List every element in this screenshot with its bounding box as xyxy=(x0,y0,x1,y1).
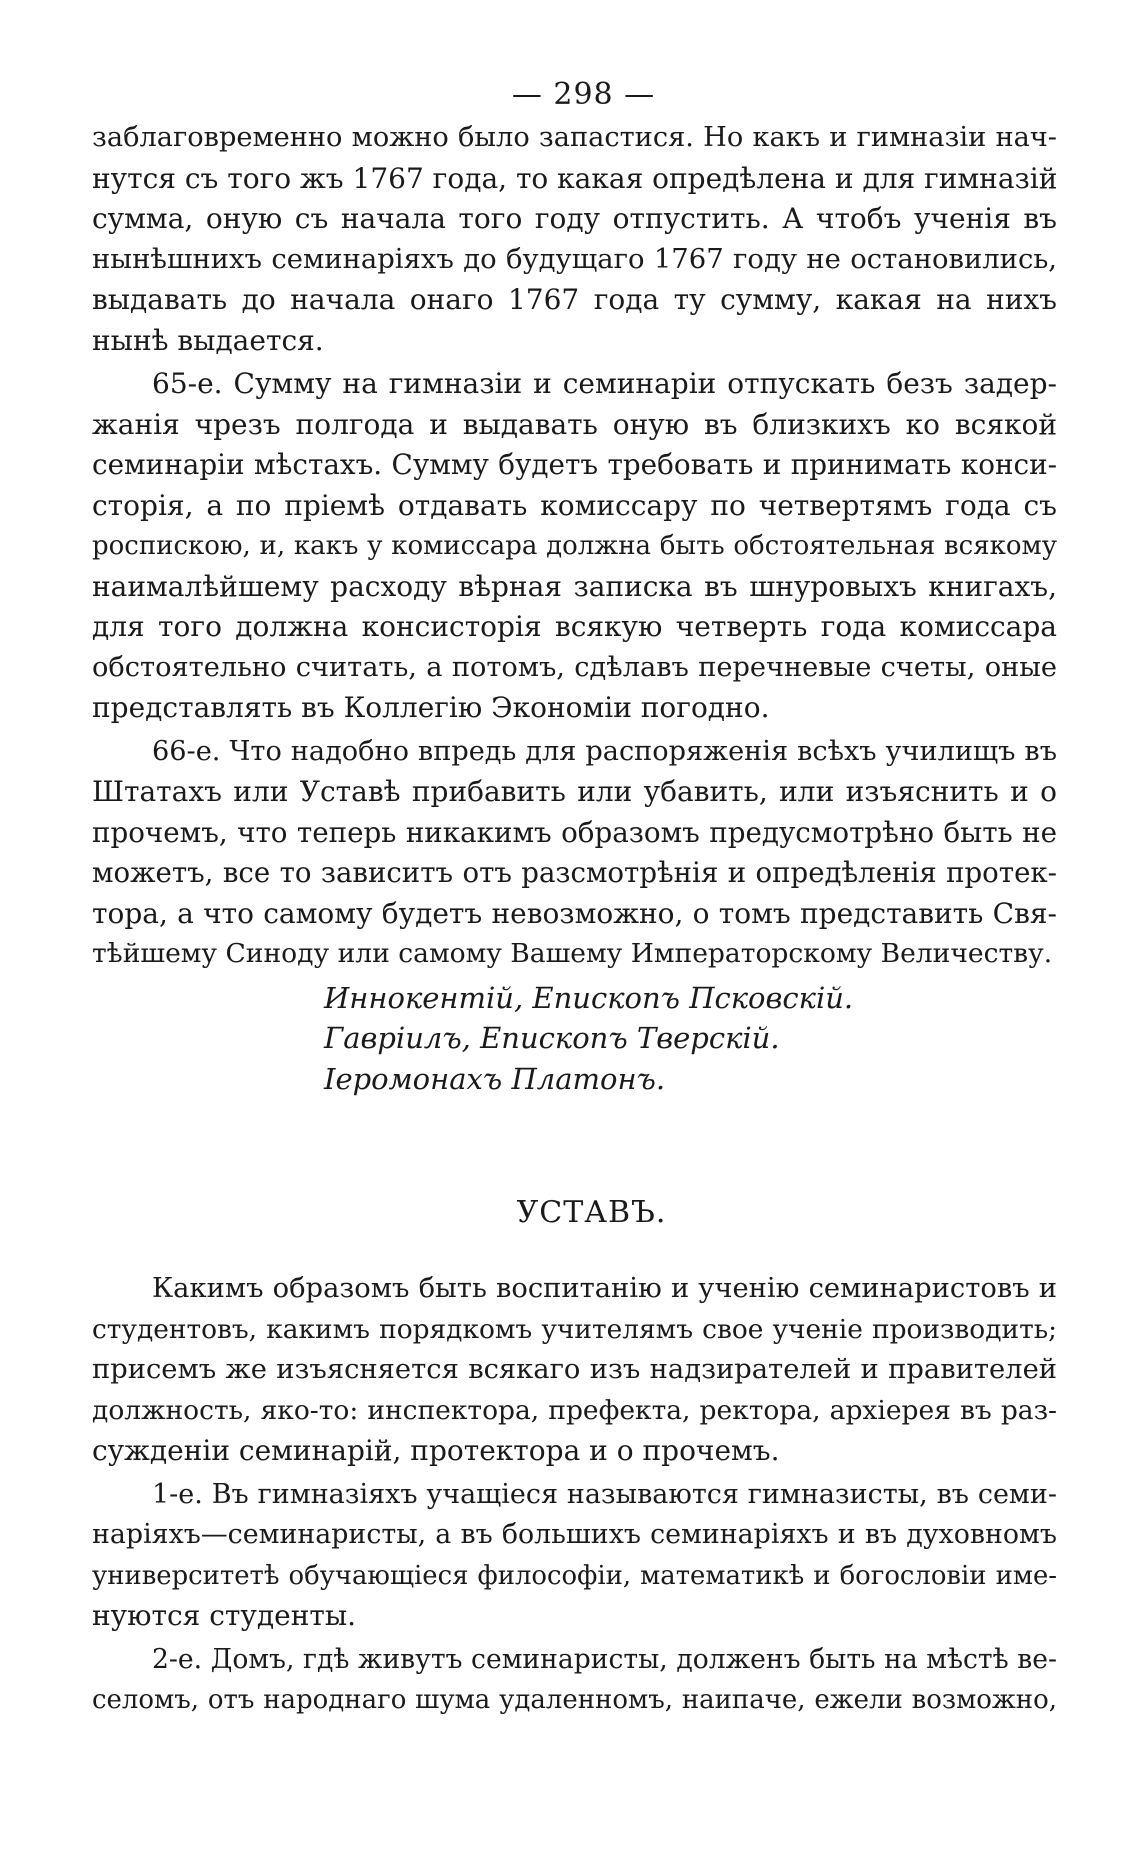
text-line: присемъ же изъясняется всякаго изъ надзирателей и правителей xyxy=(92,1354,1057,1385)
paragraph-continuation xyxy=(92,118,1057,361)
top-text-block xyxy=(92,118,1057,975)
paragraph-preamble xyxy=(92,1269,1057,1472)
document-page xyxy=(92,72,1057,1724)
text-line: можетъ, все то зависитъ отъ разсмотрѣнія и опредѣленія протек- xyxy=(92,856,1057,889)
text-line: сумма, оную съ начала того году отпустить. А чтобъ ученія въ xyxy=(92,202,1057,235)
text-line: должность, яко-то: инспектора, префекта, ректора, архіерея въ раз- xyxy=(92,1394,1057,1426)
text-line: 65-е. Сумму на гимназіи и семинаріи отпускать безъ задер- xyxy=(152,367,1057,400)
paragraph-article-2 xyxy=(92,1640,1057,1721)
text-line: семинаріи мѣстахъ. Сумму будетъ требовать и принимать конси- xyxy=(92,448,1057,481)
text-line: выдавать до начала онаго 1767 года ту сумму, какая на нихъ xyxy=(92,283,1057,316)
signatures-block xyxy=(324,978,1057,1100)
text-line: прочемъ, что теперь никакимъ образомъ предусмотрѣно быть не xyxy=(92,815,1057,849)
signature-line: Иннокентій, Епископъ Псковскій. xyxy=(324,980,854,1015)
signature-line: Гавріилъ, Епископъ Тверскій. xyxy=(324,1021,780,1055)
text-line: наималѣйшему расходу вѣрная записка въ шнуровыхъ книгахъ, xyxy=(92,569,1057,603)
paragraph-article-65 xyxy=(92,364,1057,729)
text-line: нуются студенты. xyxy=(92,1599,357,1632)
text-line: 1-е. Въ гимназіяхъ учащіеся называются гимназисты, въ семи- xyxy=(152,1478,1057,1510)
text-line: тора, а что самому будетъ невозможно, о томъ представить Свя- xyxy=(92,896,1057,930)
text-line: 2-е. Домъ, гдѣ живутъ семинаристы, долженъ быть на мѣстѣ ве- xyxy=(152,1643,1057,1675)
text-line: заблаговременно можно было запастися. Но какъ и гимназіи нач- xyxy=(92,122,1057,153)
paragraph-article-1 xyxy=(92,1475,1057,1637)
text-line: обстоятельно считать, а потомъ, сдѣлавъ перечневые счеты, оные xyxy=(92,651,1057,683)
text-line: студентовъ, какимъ порядкомъ учителямъ свое ученіе производить; xyxy=(92,1313,1057,1345)
text-line: 66-е. Что надобно впредь для распоряженія всѣхъ училищъ въ xyxy=(152,735,1057,767)
text-line: университетѣ обучающіеся философіи, математикѣ и богословіи име- xyxy=(92,1560,1057,1591)
bottom-text-block xyxy=(92,1269,1057,1721)
text-line: представлять въ Коллегію Экономіи погодно. xyxy=(92,691,770,724)
section-title: УСТАВЪ. xyxy=(516,1195,667,1230)
text-line: нынѣ выдается. xyxy=(92,323,324,357)
page-number: — 298 — xyxy=(511,77,656,112)
text-line: для того должна консисторія всякую четверть года комиссара xyxy=(92,610,1057,643)
signature-line: Іеромонахъ Платонъ. xyxy=(324,1061,666,1096)
text-line: тѣйшему Синоду или самому Вашему Императорскому Величеству. xyxy=(92,938,1053,969)
text-line: Штатахъ или Уставѣ прибавить или убавить, или изъяснить и о xyxy=(92,775,1057,808)
text-line: роспискою, и, какъ у комиссара должна быть обстоятельная всякому xyxy=(92,531,1057,561)
paragraph-article-66 xyxy=(92,732,1057,975)
text-line: сужденіи семинарій, протектора и о прочемъ. xyxy=(92,1434,780,1467)
text-line: нутся съ того жъ 1767 года, то какая опредѣлена и для гимназій xyxy=(92,161,1058,195)
text-line: наріяхъ—семинаристы, а въ большихъ семинаріяхъ и въ духовномъ xyxy=(92,1519,1057,1550)
text-line: жанія чрезъ полгода и выдавать оную въ близкихъ ко всякой xyxy=(92,407,1057,441)
text-line: сторія, а по пріемѣ отдавать комиссару по четвертямъ года съ xyxy=(92,488,1057,522)
text-line: селомъ, отъ народнаго шума удаленномъ, наипаче, ежели возможно, xyxy=(92,1685,1057,1715)
text-line: нынѣшнихъ семинаріяхъ до будущаго 1767 году не остановились, xyxy=(92,243,1057,275)
text-line: Какимъ образомъ быть воспитанію и ученію семинаристовъ и xyxy=(152,1273,1057,1304)
